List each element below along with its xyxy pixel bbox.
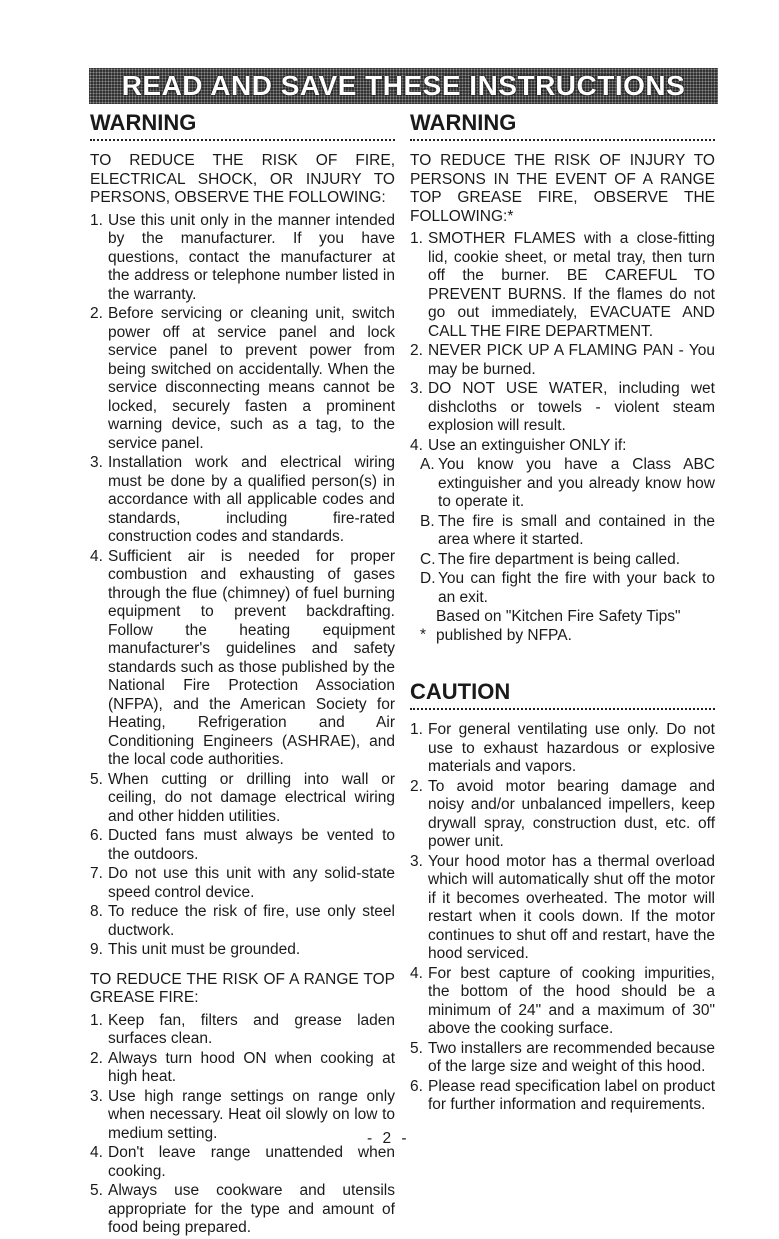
list-item: 5. Always use cookware and utensils appropriate for the type and amount of food being prepared. bbox=[90, 1182, 395, 1236]
list-item: 2. NEVER PICK UP A FLAMING PAN - You may be burned. bbox=[410, 342, 715, 378]
list-item: 1. Keep fan, filters and grease laden surfaces clean. bbox=[90, 1011, 395, 1047]
sub-item: C. The fire department is being called. bbox=[420, 550, 681, 568]
list-item: 2. Before servicing or cleaning unit, switch power off at service panel and lock service panel to prevent power from being switched on accidentally. When the service disconnecting means cannot be locked, securely fasten a prominent warning device, such as a tag, to the service panel. bbox=[90, 305, 395, 452]
list-item: 5. When cutting or drilling into wall or ceiling, do not damage electrical wiring and other hidden utilities. bbox=[90, 770, 395, 825]
sub-item: A. You know you have a Class ABC extinguisher and you already know how to operate it. bbox=[420, 456, 715, 510]
list-item: 3. Use high range settings on range only when necessary. Heat oil slowly on low to medium setting. bbox=[90, 1087, 395, 1142]
list-item: 1. SMOTHER FLAMES with a close-fitting lid, cookie sheet, or metal tray, then turn off the burner. BE CAREFUL TO PREVENT BURNS. If the flames do not go out immediately, EVACUATE AND CALL THE FIRE DEPARTMENT. bbox=[410, 230, 715, 340]
list-item: 2. Always turn hood ON when cooking at high heat. bbox=[90, 1049, 395, 1085]
extinguisher-sublist bbox=[420, 456, 715, 607]
warning-heading-right: WARNING bbox=[410, 110, 715, 141]
list-item: 3. Your hood motor has a thermal overload which will automatically shut off the motor if it becomes overheated. The motor will restart when it cools down. If the motor continues to shut off and restart, have the hood serviced. bbox=[410, 852, 715, 962]
list-item: 4. Use an extinguisher ONLY if: bbox=[410, 436, 627, 454]
list-item: 6. Ducted fans must always be vented to the outdoors. bbox=[90, 827, 395, 863]
warning-heading-left: WARNING bbox=[90, 110, 395, 141]
warning-list-right bbox=[410, 230, 715, 455]
list-item: 4. For best capture of cooking impurities, the bottom of the hood should be a minimum of 24" and a maximum of 30" above the cooking surface. bbox=[410, 964, 715, 1037]
list-item: 3. Installation work and electrical wiring must be done by a qualified person(s) in accordance with all applicable codes and standards, including fire-rated construction codes and standards. bbox=[90, 454, 395, 545]
list-item: 1. Use this unit only in the manner intended by the manufacturer. If you have questions, contact the manufacturer at the address or telephone number listed in the warranty. bbox=[90, 211, 395, 303]
grease-fire-intro: TO REDUCE THE RISK OF A RANGE TOP GREASE FIRE: bbox=[90, 970, 395, 1006]
list-item: 5. Two installers are recommended because of the large size and weight of this hood. bbox=[410, 1039, 715, 1075]
grease-fire-list bbox=[90, 1012, 395, 1238]
list-item: 4. Sufficient air is needed for proper combustion and exhausting of gases through the flue (chimney) of fuel burning equipment to prevent backdrafting. Follow the heating equipment manufacturer's guidelines and safety standards such as those published by the National Fire Protection Association (NFPA), and the American Society for Heating, Refrigeration and Air Conditioning Engineers (ASHRAE), and the local code authorities. bbox=[90, 547, 395, 768]
list-item: 6. Please read specification label on product for further information and requirements. bbox=[410, 1077, 715, 1113]
list-item: 9. This unit must be grounded. bbox=[90, 941, 301, 958]
warning-list-left bbox=[90, 212, 395, 960]
sub-item: B. The fire is small and contained in the area where it started. bbox=[420, 512, 715, 548]
instructions-banner bbox=[89, 68, 718, 104]
footnote-mark: * bbox=[420, 626, 427, 644]
caution-heading: CAUTION bbox=[410, 679, 715, 710]
list-item: 4. Don't leave range unattended when cooking. bbox=[90, 1144, 395, 1180]
footnote-text: Based on "Kitchen Fire Safety Tips" published by NFPA. bbox=[436, 608, 681, 644]
footnote bbox=[420, 608, 715, 645]
list-item: 3. DO NOT USE WATER, including wet dishcloths or towels - violent steam explosion will result. bbox=[410, 380, 715, 434]
list-item: 7. Do not use this unit with any solid-state speed control device. bbox=[90, 865, 395, 901]
right-column bbox=[410, 110, 715, 1116]
left-column bbox=[90, 110, 395, 1239]
list-item: 1. For general ventilating use only. Do not use to exhaust hazardous or explosive materials and vapors. bbox=[410, 721, 715, 775]
list-item: 2. To avoid motor bearing damage and noisy and/or unbalanced impellers, keep drywall spray, construction dust, etc. off power unit. bbox=[410, 777, 715, 850]
banner-title: READ AND SAVE THESE INSTRUCTIONS bbox=[121, 70, 686, 101]
caution-list bbox=[410, 721, 715, 1115]
warning-intro-right: TO REDUCE THE RISK OF INJURY TO PERSONS IN THE EVENT OF A RANGE TOP GREASE FIRE, OBSERVE THE FOLLOWING:* bbox=[410, 152, 715, 225]
list-item: 8. To reduce the risk of fire, use only steel ductwork. bbox=[90, 903, 395, 939]
sub-item: D. You can fight the fire with your back to an exit. bbox=[420, 570, 715, 606]
warning-intro-left: TO REDUCE THE RISK OF FIRE, ELECTRICAL SHOCK, OR INJURY TO PERSONS, OBSERVE THE FOLLOWING: bbox=[90, 152, 395, 206]
page-number: - 2 - bbox=[367, 1130, 410, 1147]
